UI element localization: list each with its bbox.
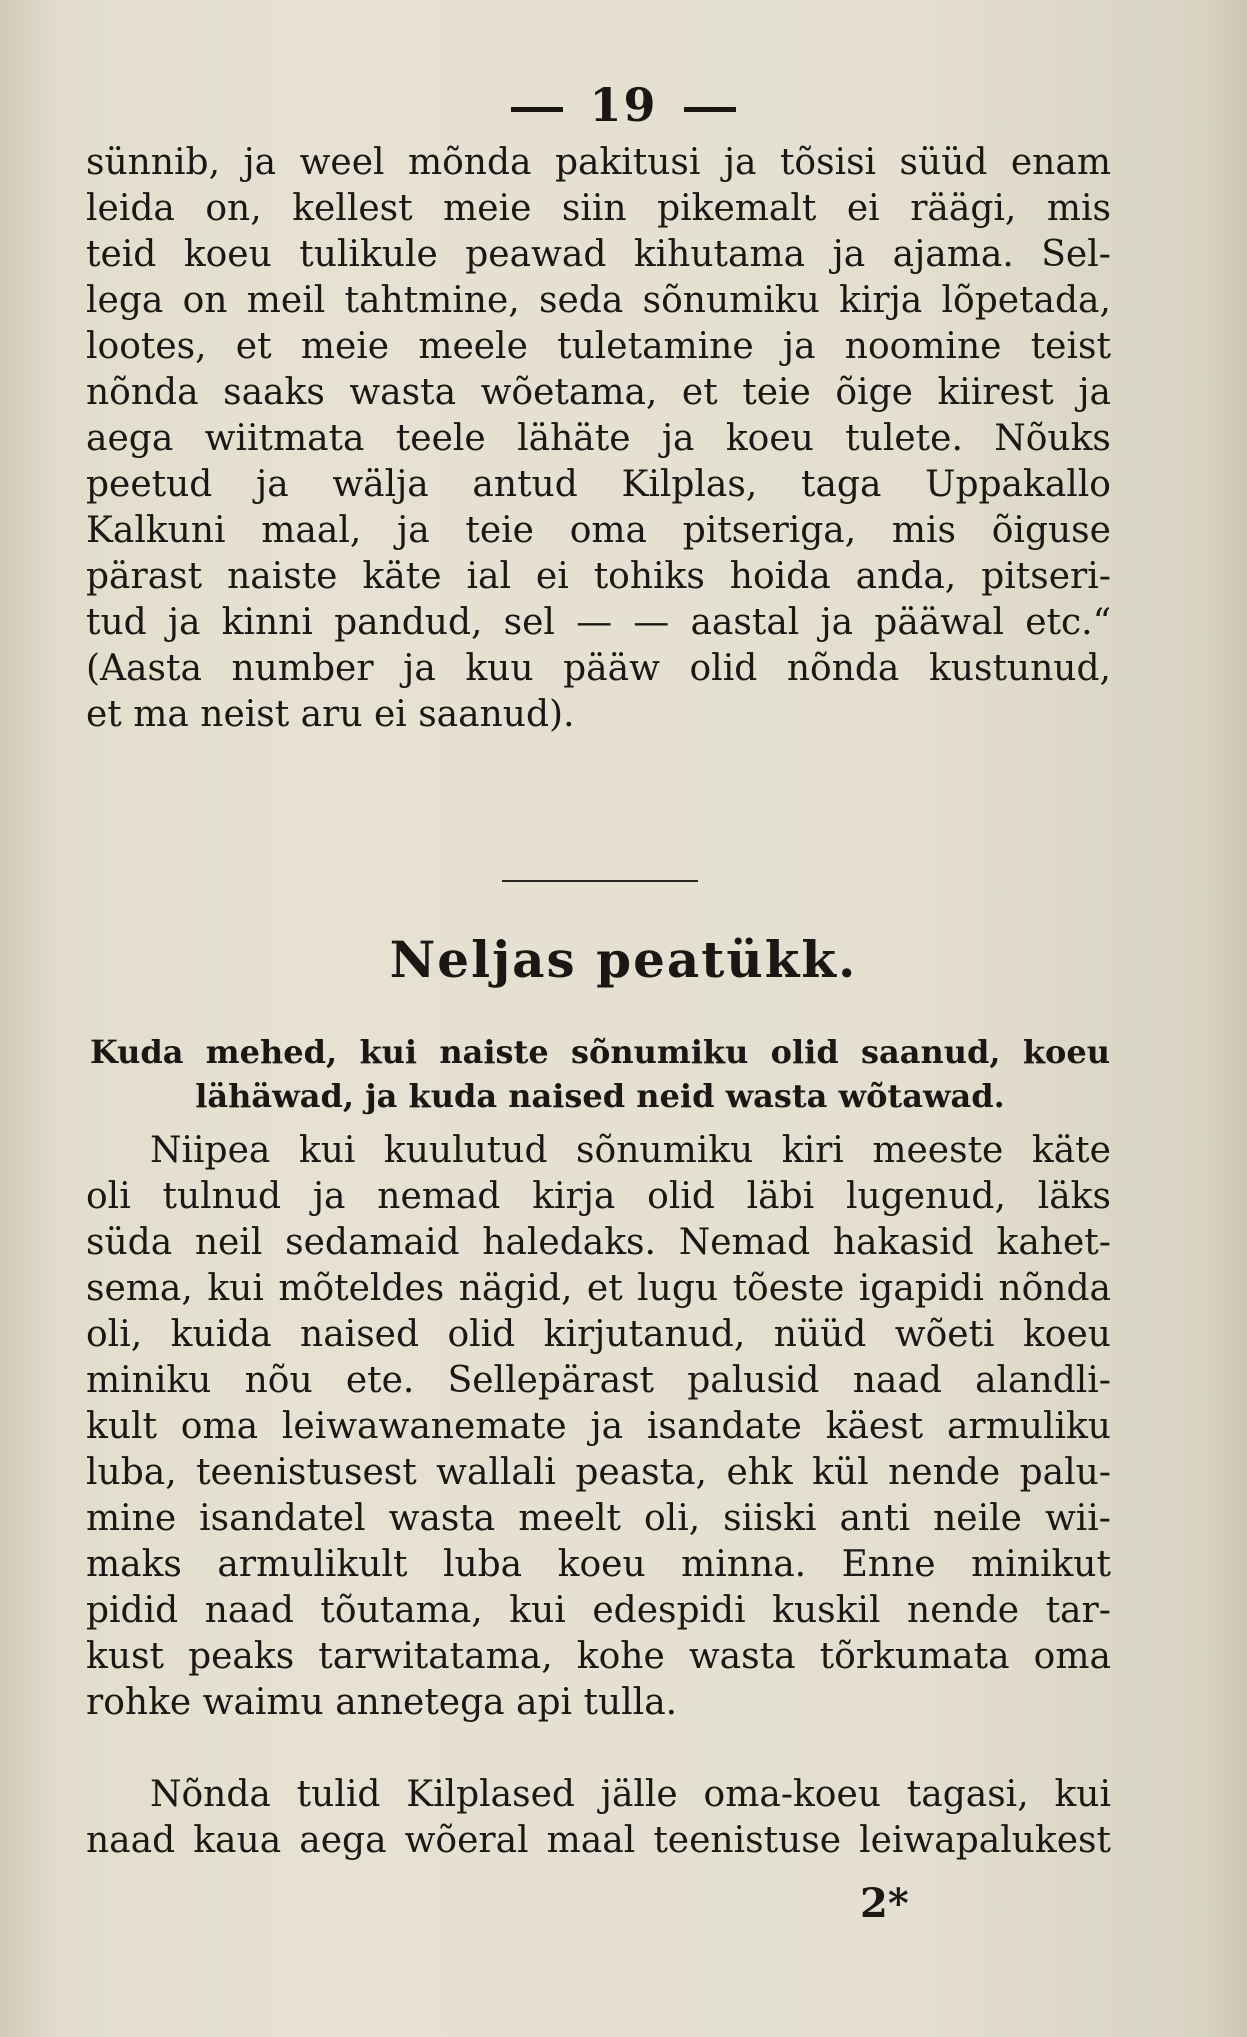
text-line: miniku nõu ete. Sellepärast palusid naad alandli- [86,1360,1111,1401]
text-line: pidid naad tõutama, kui edespidi kuskil nende tar- [86,1590,1111,1631]
subtitle-line: Kuda mehed, kui naiste sõnumiku olid saanud, koeu [90,1033,1110,1071]
text-line: sünnib, ja weel mõnda pakitusi ja tõsisi süüd enam [86,142,1111,183]
text-line: kust peaks tarwitatama, kohe wasta tõrkumata oma [86,1636,1111,1677]
text-line: kult oma leiwawanemate ja isandate käest armuliku [86,1406,1111,1447]
header-dash-right [684,107,736,112]
text-line: aega wiitmata teele lähäte ja koeu tulete. Nõuks [86,418,1111,459]
text-line: nõnda saaks wasta wõetama, et teie õige kiirest ja [86,372,1111,413]
text-line: et ma neist aru ei saanud). [86,694,575,735]
text-line: naad kaua aega wõeral maal teenistuse leiwapalukest [86,1820,1111,1861]
paragraph-3 [86,1772,1111,1864]
text-line: oli, kuida naised olid kirjutanud, nüüd wõeti koeu [86,1314,1111,1355]
text-line: peetud ja wälja antud Kilplas, taga Uppakallo [86,464,1111,505]
text-line: mine isandatel wasta meelt oli, siiski anti neile wii- [86,1498,1111,1539]
paragraph-1 [86,140,1111,738]
text-line: rohke waimu annetega api tulla. [86,1682,678,1723]
text-line: sema, kui mõteldes nägid, et lugu tõeste igapidi nõnda [86,1268,1111,1309]
page-number: 19 [589,78,658,132]
text-line: Niipea kui kuulutud sõnumiku kiri meeste käte [150,1130,1111,1171]
text-line: oli tulnud ja nemad kirja olid läbi lugenud, läks [86,1176,1111,1217]
text-line: süda neil sedamaid haledaks. Nemad hakasid kahet- [86,1222,1111,1263]
text-line: (Aasta number ja kuu pääw olid nõnda kustunud, [86,648,1111,689]
chapter-subtitle [90,1030,1110,1118]
section-divider [502,880,698,882]
text-line: teid koeu tulikule peawad kihutama ja ajama. Sel- [86,234,1111,275]
text-line: leida on, kellest meie siin pikemalt ei räägi, mis [86,188,1111,229]
text-line: lega on meil tahtmine, seda sõnumiku kirja lõpetada, [86,280,1111,321]
header-dash-left [511,107,563,112]
subtitle-line: lähäwad, ja kuda naised neid wasta wõtawad. [195,1077,1005,1115]
text-line: luba, teenistusest wallali peasta, ehk kül nende palu- [86,1452,1111,1493]
text-line: lootes, et meie meele tuletamine ja noomine teist [86,326,1111,367]
text-line: tud ja kinni pandud, sel — — aastal ja pääwal etc.“ [86,602,1111,643]
text-line: Kalkuni maal, ja teie oma pitseriga, mis õiguse [86,510,1111,551]
chapter-title: Neljas peatükk. [389,930,858,989]
text-line: maks armulikult luba koeu minna. Enne minikut [86,1544,1111,1585]
paragraph-2 [86,1128,1111,1726]
text-line: Nõnda tulid Kilplased jälle oma-koeu tagasi, kui [150,1774,1111,1815]
signature-mark: 2* [860,1880,909,1927]
page-header [0,78,1247,132]
text-line: pärast naiste käte ial ei tohiks hoida anda, pitseri- [86,556,1111,597]
